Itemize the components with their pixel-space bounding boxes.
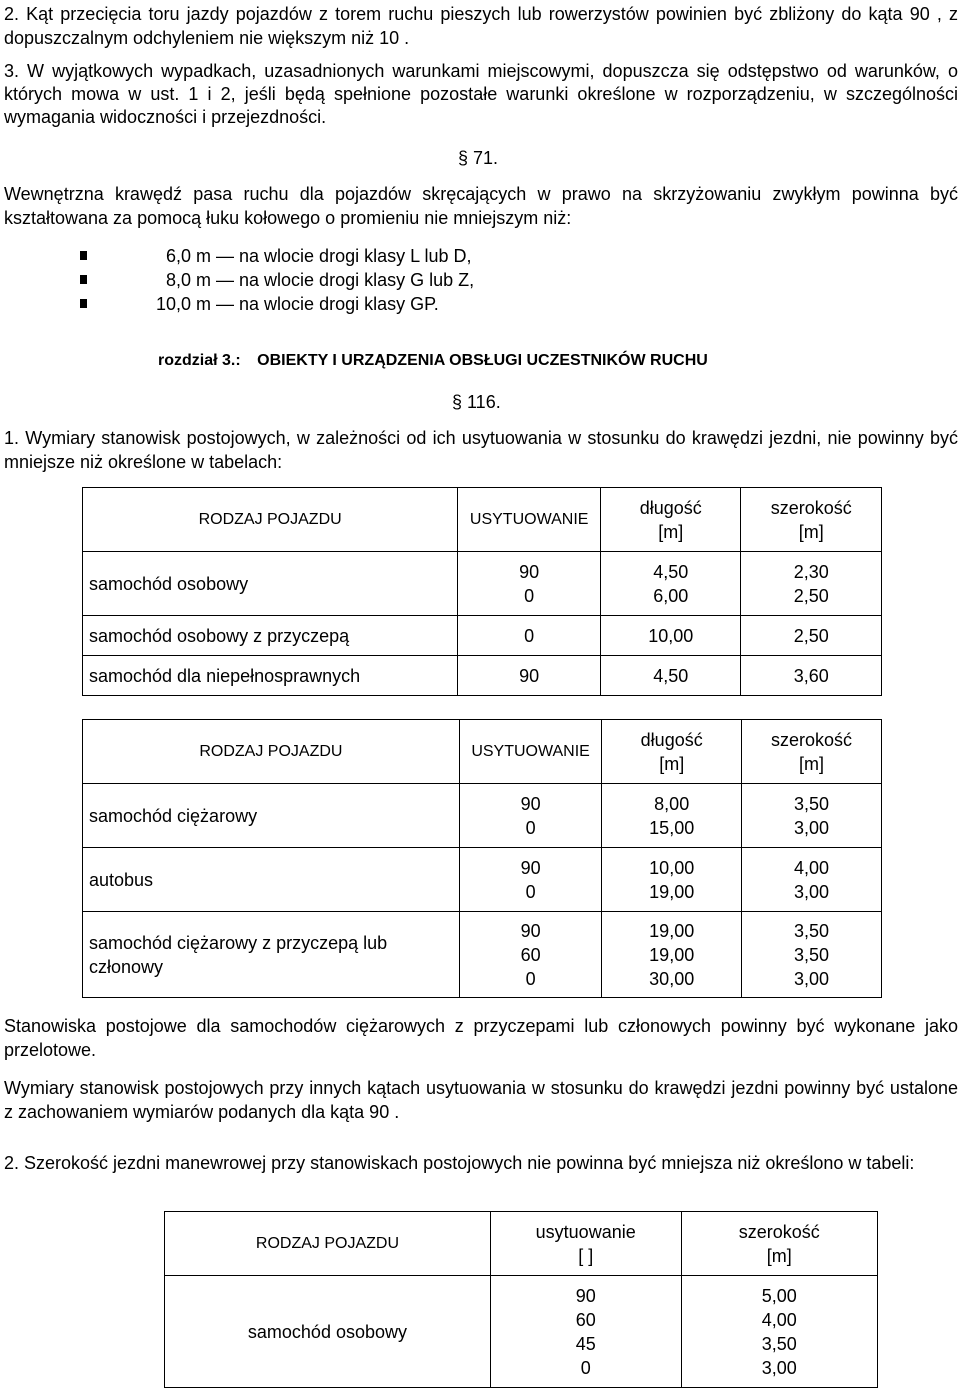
bullet-text: 10,0 m — na wlocie drogi klasy GP. [156,294,439,314]
header-width: szerokość [m] [681,1212,878,1276]
chapter-label: rozdział 3.: [158,352,241,369]
section-116-paragraph-2: 2. Szerokość jezdni manewrowej przy stanowiskach postojowych nie powinna być mniejsza niż określono w tabeli: [4,1153,915,1173]
header-width: szerokość [m] [741,488,882,552]
table-row [83,656,882,696]
width-cell: 4,00 3,00 [742,848,882,912]
angle-cell: 90 0 [459,784,602,848]
square-bullet-icon [80,251,87,260]
vehicle-cell: autobus [83,848,460,912]
section-71-text: Wewnętrzna krawędź pasa ruchu dla pojazdów skręcających w prawo na skrzyżowaniu zwykłym powinna być kształtowana za pomocą łuku kołowego o promieniu nie mniejszym niż: [4,184,958,228]
header-length: długość [m] [601,488,741,552]
length-cell: 19,00 19,00 30,00 [602,912,742,998]
length-cell: 10,00 [601,616,741,656]
parking-dimensions-table-2 [82,719,882,998]
header-width: szerokość [m] [742,720,882,784]
angle-cell: 90 0 [458,552,601,616]
vehicle-cell: samochód osobowy [165,1276,491,1388]
width-cell: 3,60 [741,656,882,696]
section-116-paragraph-1: 1. Wymiary stanowisk postojowych, w zależności od ich usytuowania w stosunku do krawędzi jezdni, nie powinny być mniejsze niż określone w tabelach: [4,428,958,472]
maneuvering-lane-table [164,1211,878,1388]
table-row [165,1276,878,1388]
chapter-title: OBIEKTY I URZĄDZENIA OBSŁUGI UCZESTNIKÓW RUCHU [257,352,708,369]
table-row [83,552,882,616]
width-cell: 2,50 [741,616,882,656]
table-header-row [83,720,882,784]
header-vehicle-type: RODZAJ POJAZDU [83,720,460,784]
length-cell: 4,50 6,00 [601,552,741,616]
width-cell: 2,30 2,50 [741,552,882,616]
bullet-text: 8,0 m — na wlocie drogi klasy G lub Z, [166,270,475,290]
angle-cell: 90 [458,656,601,696]
angle-cell: 0 [458,616,601,656]
vehicle-cell: samochód ciężarowy z przyczepą lub członowy [83,912,460,998]
header-position: USYTUOWANIE [459,720,602,784]
header-position: usytuowanie [ ] [490,1212,681,1276]
vehicle-cell: samochód ciężarowy [83,784,460,848]
note-other-angles: Wymiary stanowisk postojowych przy innych kątach usytuowania w stosunku do krawędzi jezdni powinny być ustalone z zachowaniem wymiarów podanych dla kąta 90 . [4,1078,958,1122]
table-row [83,616,882,656]
parking-dimensions-table-1 [82,487,882,696]
angle-cell: 90 0 [459,848,602,912]
table-row [83,848,882,912]
vehicle-cell: samochód dla niepełnosprawnych [83,656,458,696]
angle-cell: 90 60 0 [459,912,602,998]
vehicle-cell: samochód osobowy [83,552,458,616]
paragraph-2: 2. Kąt przecięcia toru jazdy pojazdów z torem ruchu pieszych lub rowerzystów powinien być zbliżony do kąta 90 , z dopuszczalnym odchyleniem nie większym niż 10 . [4,4,958,48]
table-header-row [83,488,882,552]
note-through-stations: Stanowiska postojowe dla samochodów ciężarowych z przyczepami lub członowych powinny być wykonane jako przelotowe. [4,1016,958,1060]
vehicle-cell: samochód osobowy z przyczepą [83,616,458,656]
square-bullet-icon [80,275,87,284]
header-vehicle-type: RODZAJ POJAZDU [165,1212,491,1276]
table-row [83,784,882,848]
header-position: USYTUOWANIE [458,488,601,552]
table-header-row [165,1212,878,1276]
length-cell: 4,50 [601,656,741,696]
chapter-heading [158,352,708,370]
width-cell: 3,50 3,50 3,00 [742,912,882,998]
length-cell: 8,00 15,00 [602,784,742,848]
square-bullet-icon [80,299,87,308]
width-cell: 3,50 3,00 [742,784,882,848]
section-71-heading: § 71. [458,148,499,168]
width-cell: 5,00 4,00 3,50 3,00 [681,1276,878,1388]
section-116-heading: § 116. [452,392,501,412]
bullet-text: 6,0 m — na wlocie drogi klasy L lub D, [166,246,472,266]
header-vehicle-type: RODZAJ POJAZDU [83,488,458,552]
paragraph-3: 3. W wyjątkowych wypadkach, uzasadnionych warunkami miejscowymi, dopuszcza się odstępstwo od warunków, o których mowa w ust. 1 i 2, jeśli będą spełnione pozostałe warunki określone w rozporządzeniu, w szczególności wymagania widoczności i przejezdności. [4,61,958,127]
header-length: długość [m] [602,720,742,784]
table-row [83,912,882,998]
angle-cell: 90 60 45 0 [490,1276,681,1388]
length-cell: 10,00 19,00 [602,848,742,912]
